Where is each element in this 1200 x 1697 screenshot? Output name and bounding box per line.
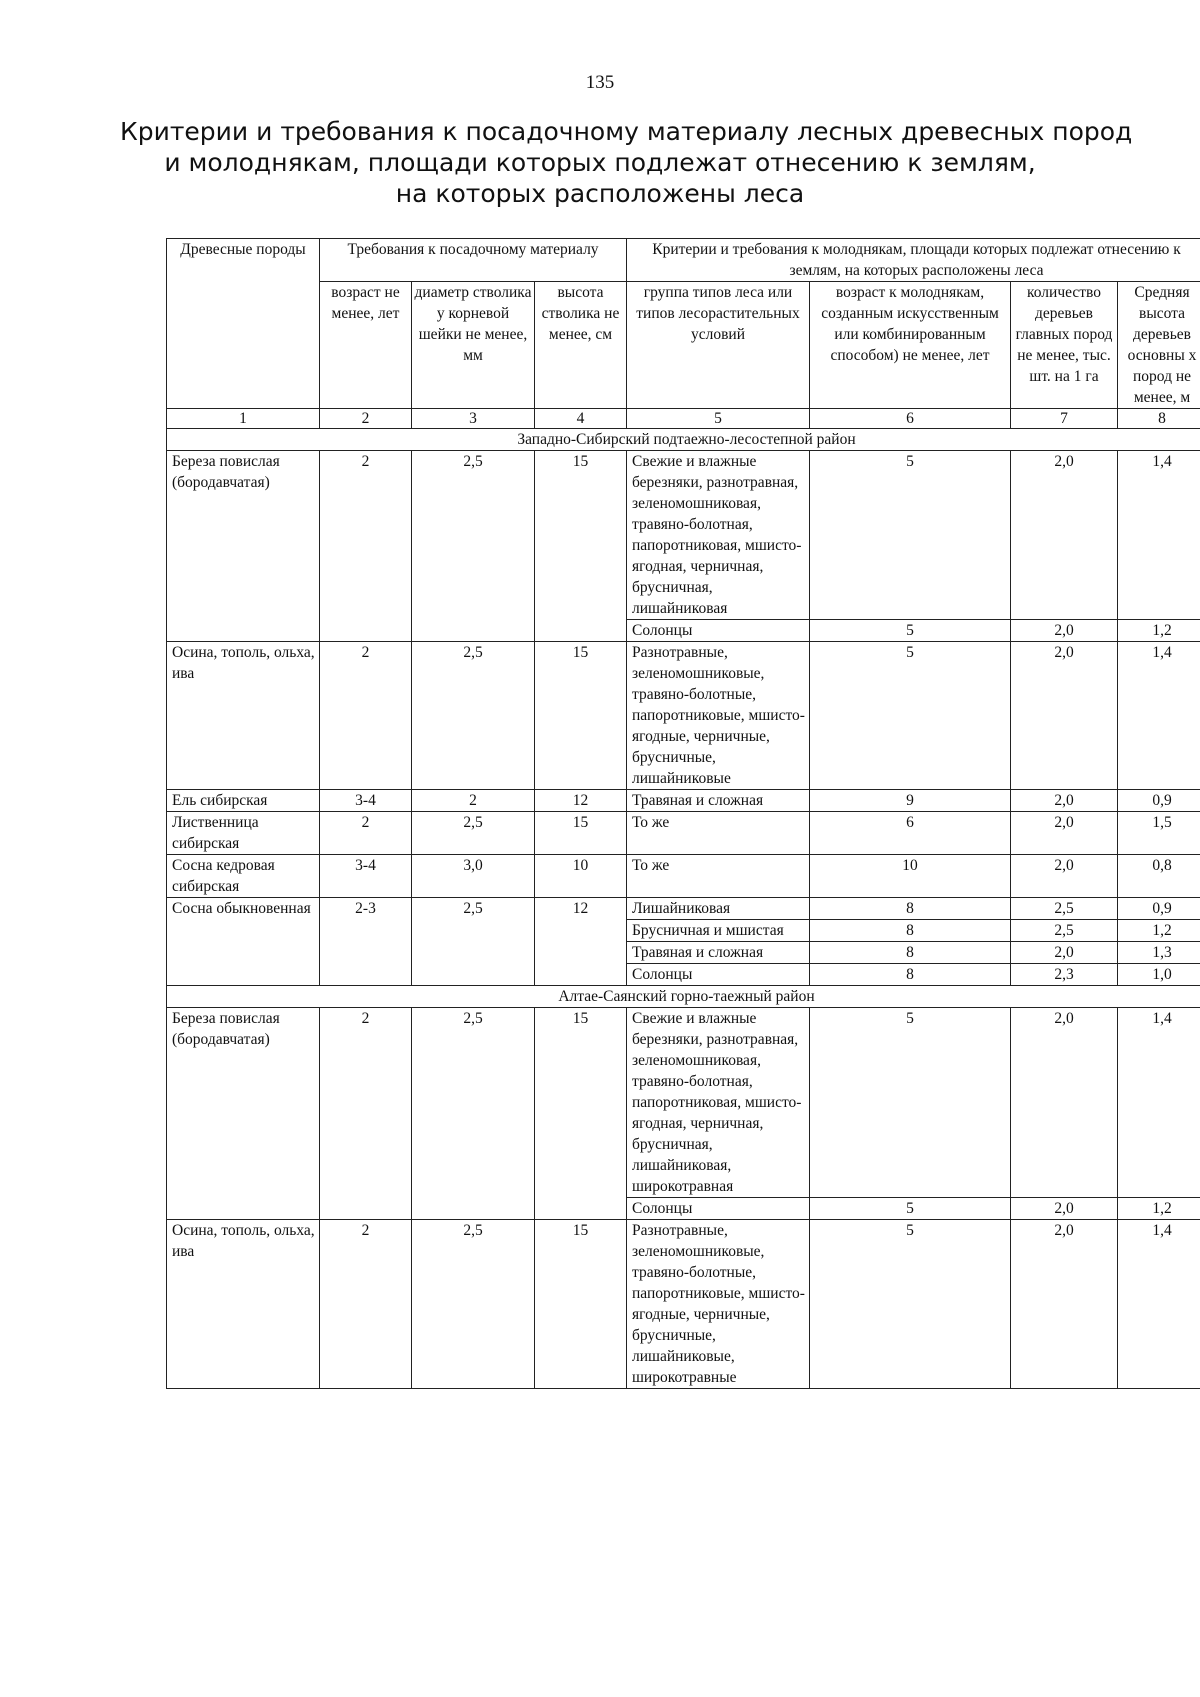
average-height: 1,4	[1118, 1008, 1200, 1198]
forest-type: Брусничная и мшистая	[627, 920, 810, 942]
material-diameter: 2,5	[412, 812, 535, 855]
column-number: 3	[412, 409, 535, 429]
material-diameter: 2	[412, 790, 535, 812]
forest-type: Лишайниковая	[627, 898, 810, 920]
header-young-age: возраст к молоднякам, созданным искусственным или комбинированным способом) не менее, лет	[810, 282, 1011, 409]
material-diameter: 2,5	[412, 451, 535, 642]
young-stand-age: 5	[810, 642, 1011, 790]
average-height: 0,9	[1118, 898, 1200, 920]
tree-count: 2,0	[1011, 620, 1118, 642]
young-stand-age: 5	[810, 1220, 1011, 1389]
species-row	[167, 855, 1200, 898]
material-height: 15	[535, 1008, 627, 1220]
material-diameter: 2,5	[412, 1008, 535, 1220]
young-stand-age: 5	[810, 1008, 1011, 1198]
header-young-stands: Критерии и требования к молоднякам, площади которых подлежат отнесению к землям, на которых расположены леса	[627, 239, 1200, 282]
column-number: 8	[1118, 409, 1200, 429]
material-height: 15	[535, 451, 627, 642]
title-line-1: Критерии и требования к посадочному материалу лесных древесных пород	[120, 117, 1133, 146]
material-diameter: 2,5	[412, 642, 535, 790]
material-age: 2	[320, 451, 412, 642]
tree-count: 2,5	[1011, 898, 1118, 920]
forest-type: Разнотравные, зеленомошниковые, травяно-болотные, папоротниковые, мшисто-ягодные, черничные, брусничные, лишайниковые, широкотравные	[627, 1220, 810, 1389]
species-row	[167, 790, 1200, 812]
tree-count: 2,0	[1011, 1220, 1118, 1389]
tree-count: 2,0	[1011, 1198, 1118, 1220]
young-stand-age: 5	[810, 451, 1011, 620]
header-average-height: Средняя высота деревьев основны х пород не менее, м	[1118, 282, 1200, 409]
species-row	[167, 812, 1200, 855]
forest-type: Травяная и сложная	[627, 790, 810, 812]
forest-type: То же	[627, 855, 810, 898]
material-height: 15	[535, 812, 627, 855]
species-name: Осина, тополь, ольха, ива	[167, 1220, 320, 1389]
young-stand-age: 8	[810, 898, 1011, 920]
average-height: 1,2	[1118, 620, 1200, 642]
species-name: Сосна кедровая сибирская	[167, 855, 320, 898]
tree-count: 2,0	[1011, 451, 1118, 620]
material-age: 2	[320, 1220, 412, 1389]
region-name: Алтае-Саянский горно-таежный район	[167, 986, 1200, 1008]
page-number: 135	[585, 72, 615, 93]
species-name: Береза повислая (бородавчатая)	[167, 1008, 320, 1220]
title-line-3: на которых расположены леса	[395, 179, 805, 208]
material-age: 3-4	[320, 790, 412, 812]
header-row-1	[167, 239, 1200, 282]
young-stand-age: 6	[810, 812, 1011, 855]
material-height: 12	[535, 790, 627, 812]
species-name: Сосна обыкновенная	[167, 898, 320, 986]
average-height: 1,4	[1118, 451, 1200, 620]
average-height: 1,4	[1118, 642, 1200, 790]
forest-type: Травяная и сложная	[627, 942, 810, 964]
young-stand-age: 5	[810, 1198, 1011, 1220]
average-height: 1,2	[1118, 920, 1200, 942]
forest-type: То же	[627, 812, 810, 855]
young-stand-age: 10	[810, 855, 1011, 898]
average-height: 1,4	[1118, 1220, 1200, 1389]
title-line-2: и молоднякам, площади которых подлежат отнесению к землям,	[164, 148, 1036, 177]
tree-count: 2,0	[1011, 790, 1118, 812]
material-age: 2	[320, 1008, 412, 1220]
column-number: 4	[535, 409, 627, 429]
column-number-row	[167, 409, 1200, 429]
criteria-table	[166, 238, 1200, 1389]
material-height: 15	[535, 642, 627, 790]
tree-count: 2,0	[1011, 1008, 1118, 1198]
species-row	[167, 1008, 1200, 1198]
species-row	[167, 642, 1200, 790]
material-height: 12	[535, 898, 627, 986]
material-age: 2	[320, 812, 412, 855]
forest-type: Солонцы	[627, 964, 810, 986]
column-number: 6	[810, 409, 1011, 429]
species-row	[167, 451, 1200, 620]
material-diameter: 2,5	[412, 1220, 535, 1389]
header-height: высота стволика не менее, см	[535, 282, 627, 409]
average-height: 1,0	[1118, 964, 1200, 986]
tree-count: 2,0	[1011, 855, 1118, 898]
species-name: Ель сибирская	[167, 790, 320, 812]
young-stand-age: 5	[810, 620, 1011, 642]
average-height: 1,5	[1118, 812, 1200, 855]
material-height: 15	[535, 1220, 627, 1389]
column-number: 5	[627, 409, 810, 429]
young-stand-age: 8	[810, 964, 1011, 986]
column-number: 7	[1011, 409, 1118, 429]
header-age: возраст не менее, лет	[320, 282, 412, 409]
header-planting-material: Требования к посадочному материалу	[320, 239, 627, 282]
tree-count: 2,0	[1011, 642, 1118, 790]
young-stand-age: 9	[810, 790, 1011, 812]
tree-count: 2,5	[1011, 920, 1118, 942]
column-number: 1	[167, 409, 320, 429]
header-row-2	[167, 282, 1200, 409]
forest-type: Солонцы	[627, 1198, 810, 1220]
document-title	[120, 116, 1133, 209]
material-age: 2-3	[320, 898, 412, 986]
region-name: Западно-Сибирский подтаежно-лесостепной район	[167, 429, 1200, 451]
average-height: 1,3	[1118, 942, 1200, 964]
species-row	[167, 898, 1200, 920]
material-diameter: 3,0	[412, 855, 535, 898]
species-name: Лиственница сибирская	[167, 812, 320, 855]
forest-type: Солонцы	[627, 620, 810, 642]
material-age: 2	[320, 642, 412, 790]
young-stand-age: 8	[810, 920, 1011, 942]
forest-type: Разнотравные, зеленомошниковые, травяно-болотные, папоротниковые, мшисто-ягодные, черничные, брусничные, лишайниковые	[627, 642, 810, 790]
column-number: 2	[320, 409, 412, 429]
region-row	[167, 429, 1200, 451]
header-tree-count: количество деревьев главных пород не менее, тыс. шт. на 1 га	[1011, 282, 1118, 409]
young-stand-age: 8	[810, 942, 1011, 964]
species-name: Осина, тополь, ольха, ива	[167, 642, 320, 790]
material-diameter: 2,5	[412, 898, 535, 986]
header-forest-type: группа типов леса или типов лесорастительных условий	[627, 282, 810, 409]
header-species: Древесные породы	[167, 239, 320, 409]
material-height: 10	[535, 855, 627, 898]
forest-type: Свежие и влажные березняки, разнотравная, зеленомошниковая, травяно-болотная, папоротниковая, мшисто-ягодная, черничная, брусничная, лишайниковая, широкотравная	[627, 1008, 810, 1198]
tree-count: 2,3	[1011, 964, 1118, 986]
species-row	[167, 1220, 1200, 1389]
species-name: Береза повислая (бородавчатая)	[167, 451, 320, 642]
region-row	[167, 986, 1200, 1008]
tree-count: 2,0	[1011, 942, 1118, 964]
tree-count: 2,0	[1011, 812, 1118, 855]
header-diameter: диаметр стволика у корневой шейки не менее, мм	[412, 282, 535, 409]
forest-type: Свежие и влажные березняки, разнотравная, зеленомошниковая, травяно-болотная, папоротниковая, мшисто-ягодная, черничная, брусничная, лишайниковая	[627, 451, 810, 620]
material-age: 3-4	[320, 855, 412, 898]
average-height: 0,9	[1118, 790, 1200, 812]
average-height: 1,2	[1118, 1198, 1200, 1220]
average-height: 0,8	[1118, 855, 1200, 898]
